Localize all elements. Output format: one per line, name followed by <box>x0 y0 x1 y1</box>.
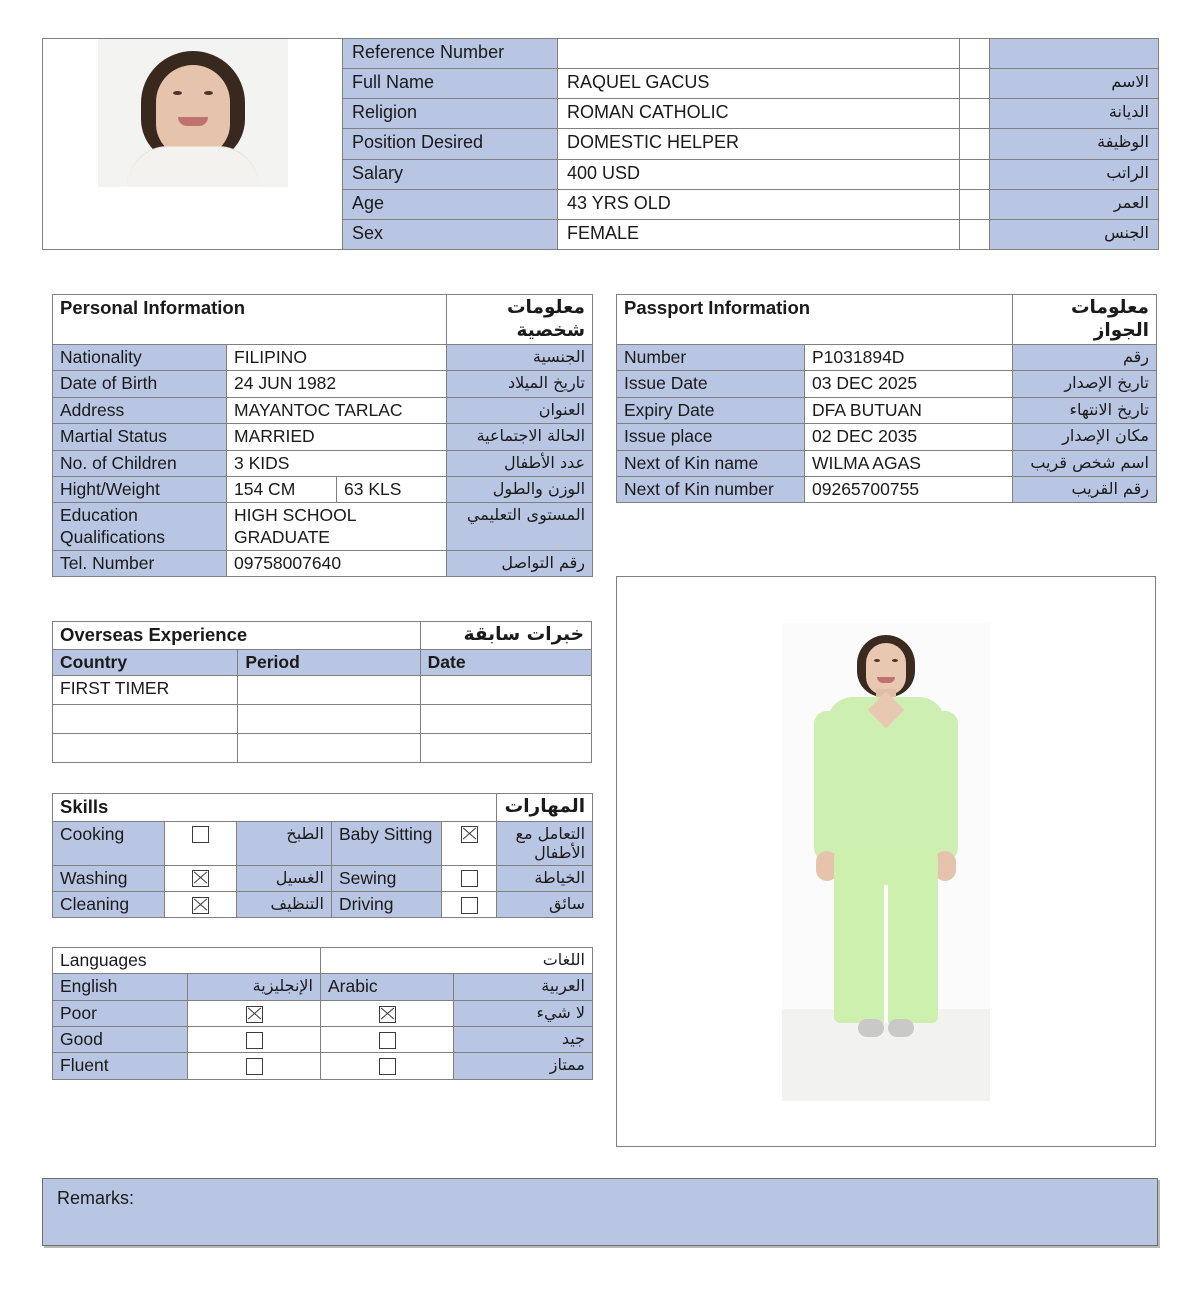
identity-label: Age <box>343 189 558 219</box>
overseas-column-header-row <box>53 649 592 675</box>
personal-info-label-arabic: العنوان <box>447 397 593 423</box>
skill-label-left-arabic: التنظيف <box>237 891 332 917</box>
overseas-country[interactable] <box>53 733 238 762</box>
identity-label-arabic: الاسم <box>990 69 1159 99</box>
identity-spacer <box>960 189 990 219</box>
skill-checkbox-left[interactable] <box>165 891 237 917</box>
skill-checkbox-right[interactable] <box>442 821 497 865</box>
passport-info-value[interactable]: 02 DEC 2035 <box>805 424 1013 450</box>
identity-label: Sex <box>343 219 558 249</box>
language-checkbox-english[interactable] <box>188 1053 321 1079</box>
personal-info-value-secondary[interactable]: 63 KLS <box>337 476 447 502</box>
applicant-headshot-cell <box>43 39 343 250</box>
identity-label: Salary <box>343 159 558 189</box>
overseas-experience-table <box>52 621 592 763</box>
language-checkbox-english[interactable] <box>188 1000 321 1026</box>
checkbox-unchecked[interactable] <box>461 897 478 914</box>
overseas-date[interactable] <box>420 675 591 704</box>
personal-info-value[interactable]: HIGH SCHOOL GRADUATE <box>227 503 447 551</box>
skill-label-right-arabic: التعامل مع الأطفال <box>497 821 593 865</box>
language-level-arabic: جيد <box>454 1027 593 1053</box>
personal-info-label-arabic: رقم التواصل <box>447 550 593 576</box>
skill-label-left: Washing <box>53 865 165 891</box>
full-body-photo-frame <box>616 576 1156 1147</box>
overseas-title-row <box>53 622 592 650</box>
passport-info-label: Issue place <box>617 424 805 450</box>
identity-label-arabic <box>990 39 1159 69</box>
personal-info-title-arabic: معلومات شخصية <box>447 295 593 345</box>
identity-label: Reference Number <box>343 39 558 69</box>
personal-info-row <box>53 450 593 476</box>
passport-info-row <box>617 424 1157 450</box>
language-level-arabic: ممتاز <box>454 1053 593 1079</box>
personal-information-table <box>52 294 592 577</box>
personal-info-value[interactable]: FILIPINO <box>227 345 447 371</box>
passport-info-label: Issue Date <box>617 371 805 397</box>
passport-info-label-arabic: رقم القريب <box>1013 476 1157 502</box>
passport-info-label: Number <box>617 345 805 371</box>
identity-label-arabic: العمر <box>990 189 1159 219</box>
personal-info-row <box>53 371 593 397</box>
passport-info-row <box>617 476 1157 502</box>
passport-info-label-arabic: اسم شخص قريب <box>1013 450 1157 476</box>
checkbox-unchecked[interactable] <box>379 1058 396 1075</box>
language-row <box>53 1027 593 1053</box>
identity-label: Position Desired <box>343 129 558 159</box>
identity-value[interactable] <box>558 39 960 69</box>
passport-info-value[interactable]: 03 DEC 2025 <box>805 371 1013 397</box>
personal-info-value[interactable]: MARRIED <box>227 424 447 450</box>
overseas-column-header: Date <box>420 649 591 675</box>
personal-info-label: Date of Birth <box>53 371 227 397</box>
identity-value[interactable]: FEMALE <box>558 219 960 249</box>
personal-info-value[interactable]: 09758007640 <box>227 550 447 576</box>
checkbox-checked[interactable] <box>192 870 209 887</box>
languages-column-row <box>53 974 593 1000</box>
identity-value[interactable]: ROMAN CATHOLIC <box>558 99 960 129</box>
identity-value[interactable]: 43 YRS OLD <box>558 189 960 219</box>
personal-info-row <box>53 503 593 551</box>
overseas-period[interactable] <box>238 704 420 733</box>
overseas-period[interactable] <box>238 675 420 704</box>
skill-label-right: Driving <box>332 891 442 917</box>
overseas-country[interactable] <box>53 704 238 733</box>
identity-spacer <box>960 39 990 69</box>
skill-label-left: Cooking <box>53 821 165 865</box>
identity-label-arabic: الديانة <box>990 99 1159 129</box>
identity-spacer <box>960 69 990 99</box>
identity-spacer <box>960 99 990 129</box>
personal-info-value[interactable]: 154 CM <box>227 476 337 502</box>
checkbox-unchecked[interactable] <box>246 1058 263 1075</box>
skill-checkbox-right[interactable] <box>442 865 497 891</box>
personal-info-label-arabic: الوزن والطول <box>447 476 593 502</box>
personal-info-label-arabic: الجنسية <box>447 345 593 371</box>
languages-title: Languages <box>53 948 321 974</box>
passport-info-label-arabic: مكان الإصدار <box>1013 424 1157 450</box>
passport-info-title-row <box>617 295 1157 345</box>
checkbox-checked[interactable] <box>192 897 209 914</box>
passport-info-value[interactable]: DFA BUTUAN <box>805 397 1013 423</box>
overseas-title: Overseas Experience <box>53 622 421 650</box>
overseas-column-header: Country <box>53 649 238 675</box>
personal-info-row <box>53 397 593 423</box>
personal-info-row <box>53 345 593 371</box>
overseas-row <box>53 704 592 733</box>
personal-info-label-arabic: المستوى التعليمي <box>447 503 593 551</box>
language-row <box>53 1053 593 1079</box>
identity-label: Full Name <box>343 69 558 99</box>
skill-label-right-arabic: سائق <box>497 891 593 917</box>
applicant-full-body-photo <box>782 623 990 1101</box>
identity-label-arabic: الراتب <box>990 159 1159 189</box>
skill-label-left: Cleaning <box>53 891 165 917</box>
languages-table <box>52 947 592 1080</box>
overseas-date[interactable] <box>420 704 591 733</box>
personal-info-row <box>53 550 593 576</box>
identity-label-arabic: الجنس <box>990 219 1159 249</box>
overseas-row <box>53 733 592 762</box>
skills-title: Skills <box>53 794 497 822</box>
personal-info-title-row <box>53 295 593 345</box>
passport-info-title: Passport Information <box>617 295 1013 345</box>
applicant-headshot <box>98 39 288 187</box>
language-checkbox-arabic[interactable] <box>321 1000 454 1026</box>
personal-info-label: Hight/Weight <box>53 476 227 502</box>
personal-info-label: Martial Status <box>53 424 227 450</box>
passport-info-label: Next of Kin number <box>617 476 805 502</box>
language-checkbox-arabic[interactable] <box>321 1027 454 1053</box>
personal-info-label-arabic: الحالة الاجتماعية <box>447 424 593 450</box>
checkbox-checked[interactable] <box>379 1006 396 1023</box>
passport-info-title-arabic: معلومات الجواز <box>1013 295 1157 345</box>
personal-info-label: Address <box>53 397 227 423</box>
personal-info-row <box>53 424 593 450</box>
passport-info-label-arabic: رقم <box>1013 345 1157 371</box>
language-col-arabic: Arabic <box>321 974 454 1000</box>
checkbox-checked[interactable] <box>246 1006 263 1023</box>
personal-info-title: Personal Information <box>53 295 447 345</box>
skill-checkbox-left[interactable] <box>165 865 237 891</box>
languages-title-row <box>53 948 593 974</box>
skill-label-left-arabic: الطبخ <box>237 821 332 865</box>
personal-info-row <box>53 476 593 502</box>
skill-label-right: Sewing <box>332 865 442 891</box>
passport-info-row <box>617 450 1157 476</box>
language-row <box>53 1000 593 1026</box>
personal-info-value[interactable]: 24 JUN 1982 <box>227 371 447 397</box>
skill-checkbox-right[interactable] <box>442 891 497 917</box>
language-level-label: Poor <box>53 1000 188 1026</box>
passport-info-label: Next of Kin name <box>617 450 805 476</box>
personal-info-label-arabic: تاريخ الميلاد <box>447 371 593 397</box>
identity-value[interactable]: 400 USD <box>558 159 960 189</box>
overseas-row <box>53 675 592 704</box>
overseas-date[interactable] <box>420 733 591 762</box>
skills-table <box>52 793 592 918</box>
personal-info-label: Tel. Number <box>53 550 227 576</box>
overseas-title-arabic: خبرات سابقة <box>420 622 591 650</box>
skill-label-right-arabic: الخياطة <box>497 865 593 891</box>
identity-spacer <box>960 219 990 249</box>
skill-label-right: Baby Sitting <box>332 821 442 865</box>
overseas-country[interactable]: FIRST TIMER <box>53 675 238 704</box>
skill-label-left-arabic: الغسيل <box>237 865 332 891</box>
skills-row <box>53 891 593 917</box>
remarks-box[interactable] <box>42 1178 1158 1246</box>
identity-spacer <box>960 129 990 159</box>
checkbox-unchecked[interactable] <box>461 870 478 887</box>
passport-info-value[interactable]: WILMA AGAS <box>805 450 1013 476</box>
language-level-arabic: لا شيء <box>454 1000 593 1026</box>
skills-row <box>53 821 593 865</box>
skills-title-row <box>53 794 593 822</box>
identity-label: Religion <box>343 99 558 129</box>
identity-row <box>43 39 1159 69</box>
checkbox-unchecked[interactable] <box>379 1032 396 1049</box>
languages-title-arabic: اللغات <box>321 948 593 974</box>
identity-spacer <box>960 159 990 189</box>
language-col-english: English <box>53 974 188 1000</box>
skills-title-arabic: المهارات <box>497 794 593 822</box>
checkbox-unchecked[interactable] <box>192 826 209 843</box>
skills-row <box>53 865 593 891</box>
remarks-label: Remarks: <box>57 1188 135 1208</box>
skill-checkbox-left[interactable] <box>165 821 237 865</box>
language-checkbox-arabic[interactable] <box>321 1053 454 1079</box>
overseas-period[interactable] <box>238 733 420 762</box>
passport-info-value[interactable]: 09265700755 <box>805 476 1013 502</box>
checkbox-checked[interactable] <box>461 826 478 843</box>
personal-info-label: Education Qualifications <box>53 503 227 551</box>
passport-info-label-arabic: تاريخ الانتهاء <box>1013 397 1157 423</box>
passport-info-label: Expiry Date <box>617 397 805 423</box>
identity-header-table <box>42 38 1158 250</box>
language-level-label: Good <box>53 1027 188 1053</box>
identity-value[interactable]: DOMESTIC HELPER <box>558 129 960 159</box>
identity-label-arabic: الوظيفة <box>990 129 1159 159</box>
personal-info-label: Nationality <box>53 345 227 371</box>
passport-info-value[interactable]: P1031894D <box>805 345 1013 371</box>
language-level-label: Fluent <box>53 1053 188 1079</box>
personal-info-value[interactable]: 3 KIDS <box>227 450 447 476</box>
personal-info-label: No. of Children <box>53 450 227 476</box>
passport-info-row <box>617 397 1157 423</box>
passport-info-row <box>617 371 1157 397</box>
passport-information-table <box>616 294 1156 503</box>
checkbox-unchecked[interactable] <box>246 1032 263 1049</box>
personal-info-label-arabic: عدد الأطفال <box>447 450 593 476</box>
language-col-arabic-arabic: العربية <box>454 974 593 1000</box>
passport-info-label-arabic: تاريخ الإصدار <box>1013 371 1157 397</box>
personal-info-value[interactable]: MAYANTOC TARLAC <box>227 397 447 423</box>
passport-info-row <box>617 345 1157 371</box>
overseas-column-header: Period <box>238 649 420 675</box>
identity-value[interactable]: RAQUEL GACUS <box>558 69 960 99</box>
language-col-english-arabic: الإنجليزية <box>188 974 321 1000</box>
language-checkbox-english[interactable] <box>188 1027 321 1053</box>
